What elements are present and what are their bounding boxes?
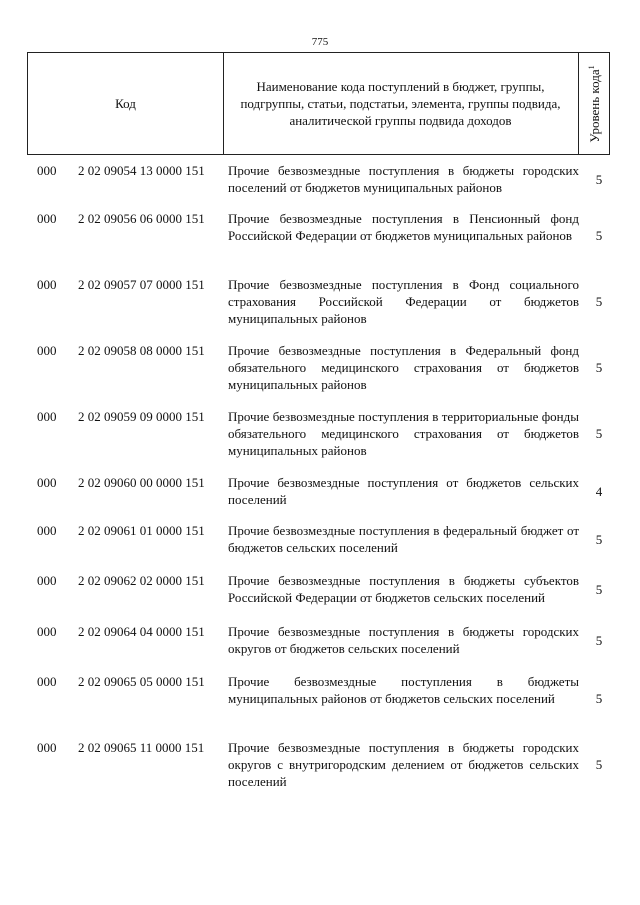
row-admin-code: 000 [37, 674, 57, 689]
row-level: 5 [595, 582, 603, 597]
row-admin-code: 000 [37, 343, 57, 358]
row-admin-code: 000 [37, 277, 57, 292]
header-level [579, 53, 610, 154]
row-name: Прочие безвозмездные поступления в Федеральный фонд обязательного медицинского страхования от бюджетов муниципальных районов [228, 343, 579, 392]
row-code: 2 02 09065 05 0000 151 [78, 674, 205, 689]
row-level: 5 [595, 757, 603, 772]
row-code: 2 02 09060 00 0000 151 [78, 475, 205, 490]
row-level: 5 [595, 172, 603, 187]
row-name: Прочие безвозмездные поступления в бюджеты муниципальных районов от бюджетов сельских поселений [228, 674, 579, 706]
row-name: Прочие безвозмездные поступления в федеральный бюджет от бюджетов сельских поселений [228, 523, 579, 555]
row-level: 5 [595, 360, 603, 375]
row-level: 5 [595, 532, 603, 547]
row-admin-code: 000 [37, 475, 57, 490]
header-code: Код [28, 53, 224, 154]
row-code: 2 02 09059 09 0000 151 [78, 409, 205, 424]
row-admin-code: 000 [37, 573, 57, 588]
row-admin-code: 000 [37, 409, 57, 424]
row-level: 4 [595, 484, 603, 499]
row-name: Прочие безвозмездные поступления в Фонд социального страхования Российской Федерации от бюджетов муниципальных районов [228, 277, 579, 326]
row-name: Прочие безвозмездные поступления в бюджеты городских округов от бюджетов сельских поселений [228, 624, 579, 656]
row-name: Прочие безвозмездные поступления от бюджетов сельских поселений [228, 475, 579, 507]
row-name: Прочие безвозмездные поступления в бюджеты городских округов с внутригородским делением от бюджетов сельских поселений [228, 740, 579, 789]
row-name: Прочие безвозмездные поступления в бюджеты субъектов Российской Федерации от бюджетов сельских поселений [228, 573, 579, 605]
row-name: Прочие безвозмездные поступления в территориальные фонды обязательного медицинского страхования от бюджетов муниципальных районов [228, 409, 579, 458]
row-code: 2 02 09058 08 0000 151 [78, 343, 205, 358]
page-number: 775 [311, 36, 329, 48]
row-admin-code: 000 [37, 624, 57, 639]
row-name: Прочие безвозмездные поступления в Пенсионный фонд Российской Федерации от бюджетов муниципальных районов [228, 211, 579, 243]
row-code: 2 02 09062 02 0000 151 [78, 573, 205, 588]
header-level-footnote: 1 [586, 64, 596, 69]
header-level-text [586, 65, 602, 142]
row-code: 2 02 09054 13 0000 151 [78, 163, 205, 178]
row-level: 5 [595, 294, 603, 309]
row-level: 5 [595, 228, 603, 243]
row-code: 2 02 09064 04 0000 151 [78, 624, 205, 639]
row-admin-code: 000 [37, 523, 57, 538]
row-level: 5 [595, 426, 603, 441]
row-admin-code: 000 [37, 163, 57, 178]
row-code: 2 02 09065 11 0000 151 [78, 740, 205, 755]
row-code: 2 02 09057 07 0000 151 [78, 277, 205, 292]
row-code: 2 02 09056 06 0000 151 [78, 211, 205, 226]
table-header [27, 52, 610, 155]
row-admin-code: 000 [37, 211, 57, 226]
row-level: 5 [595, 691, 603, 706]
row-level: 5 [595, 633, 603, 648]
row-code: 2 02 09061 01 0000 151 [78, 523, 205, 538]
row-admin-code: 000 [37, 740, 57, 755]
header-name: Наименование кода поступлений в бюджет, группы, подгруппы, статьи, подстатьи, элемента, группы подвида, аналитической группы подвида доходов [223, 53, 579, 154]
row-name: Прочие безвозмездные поступления в бюджеты городских поселений от бюджетов муниципальных районов [228, 163, 579, 195]
header-level-label: Уровень кода [586, 68, 602, 143]
